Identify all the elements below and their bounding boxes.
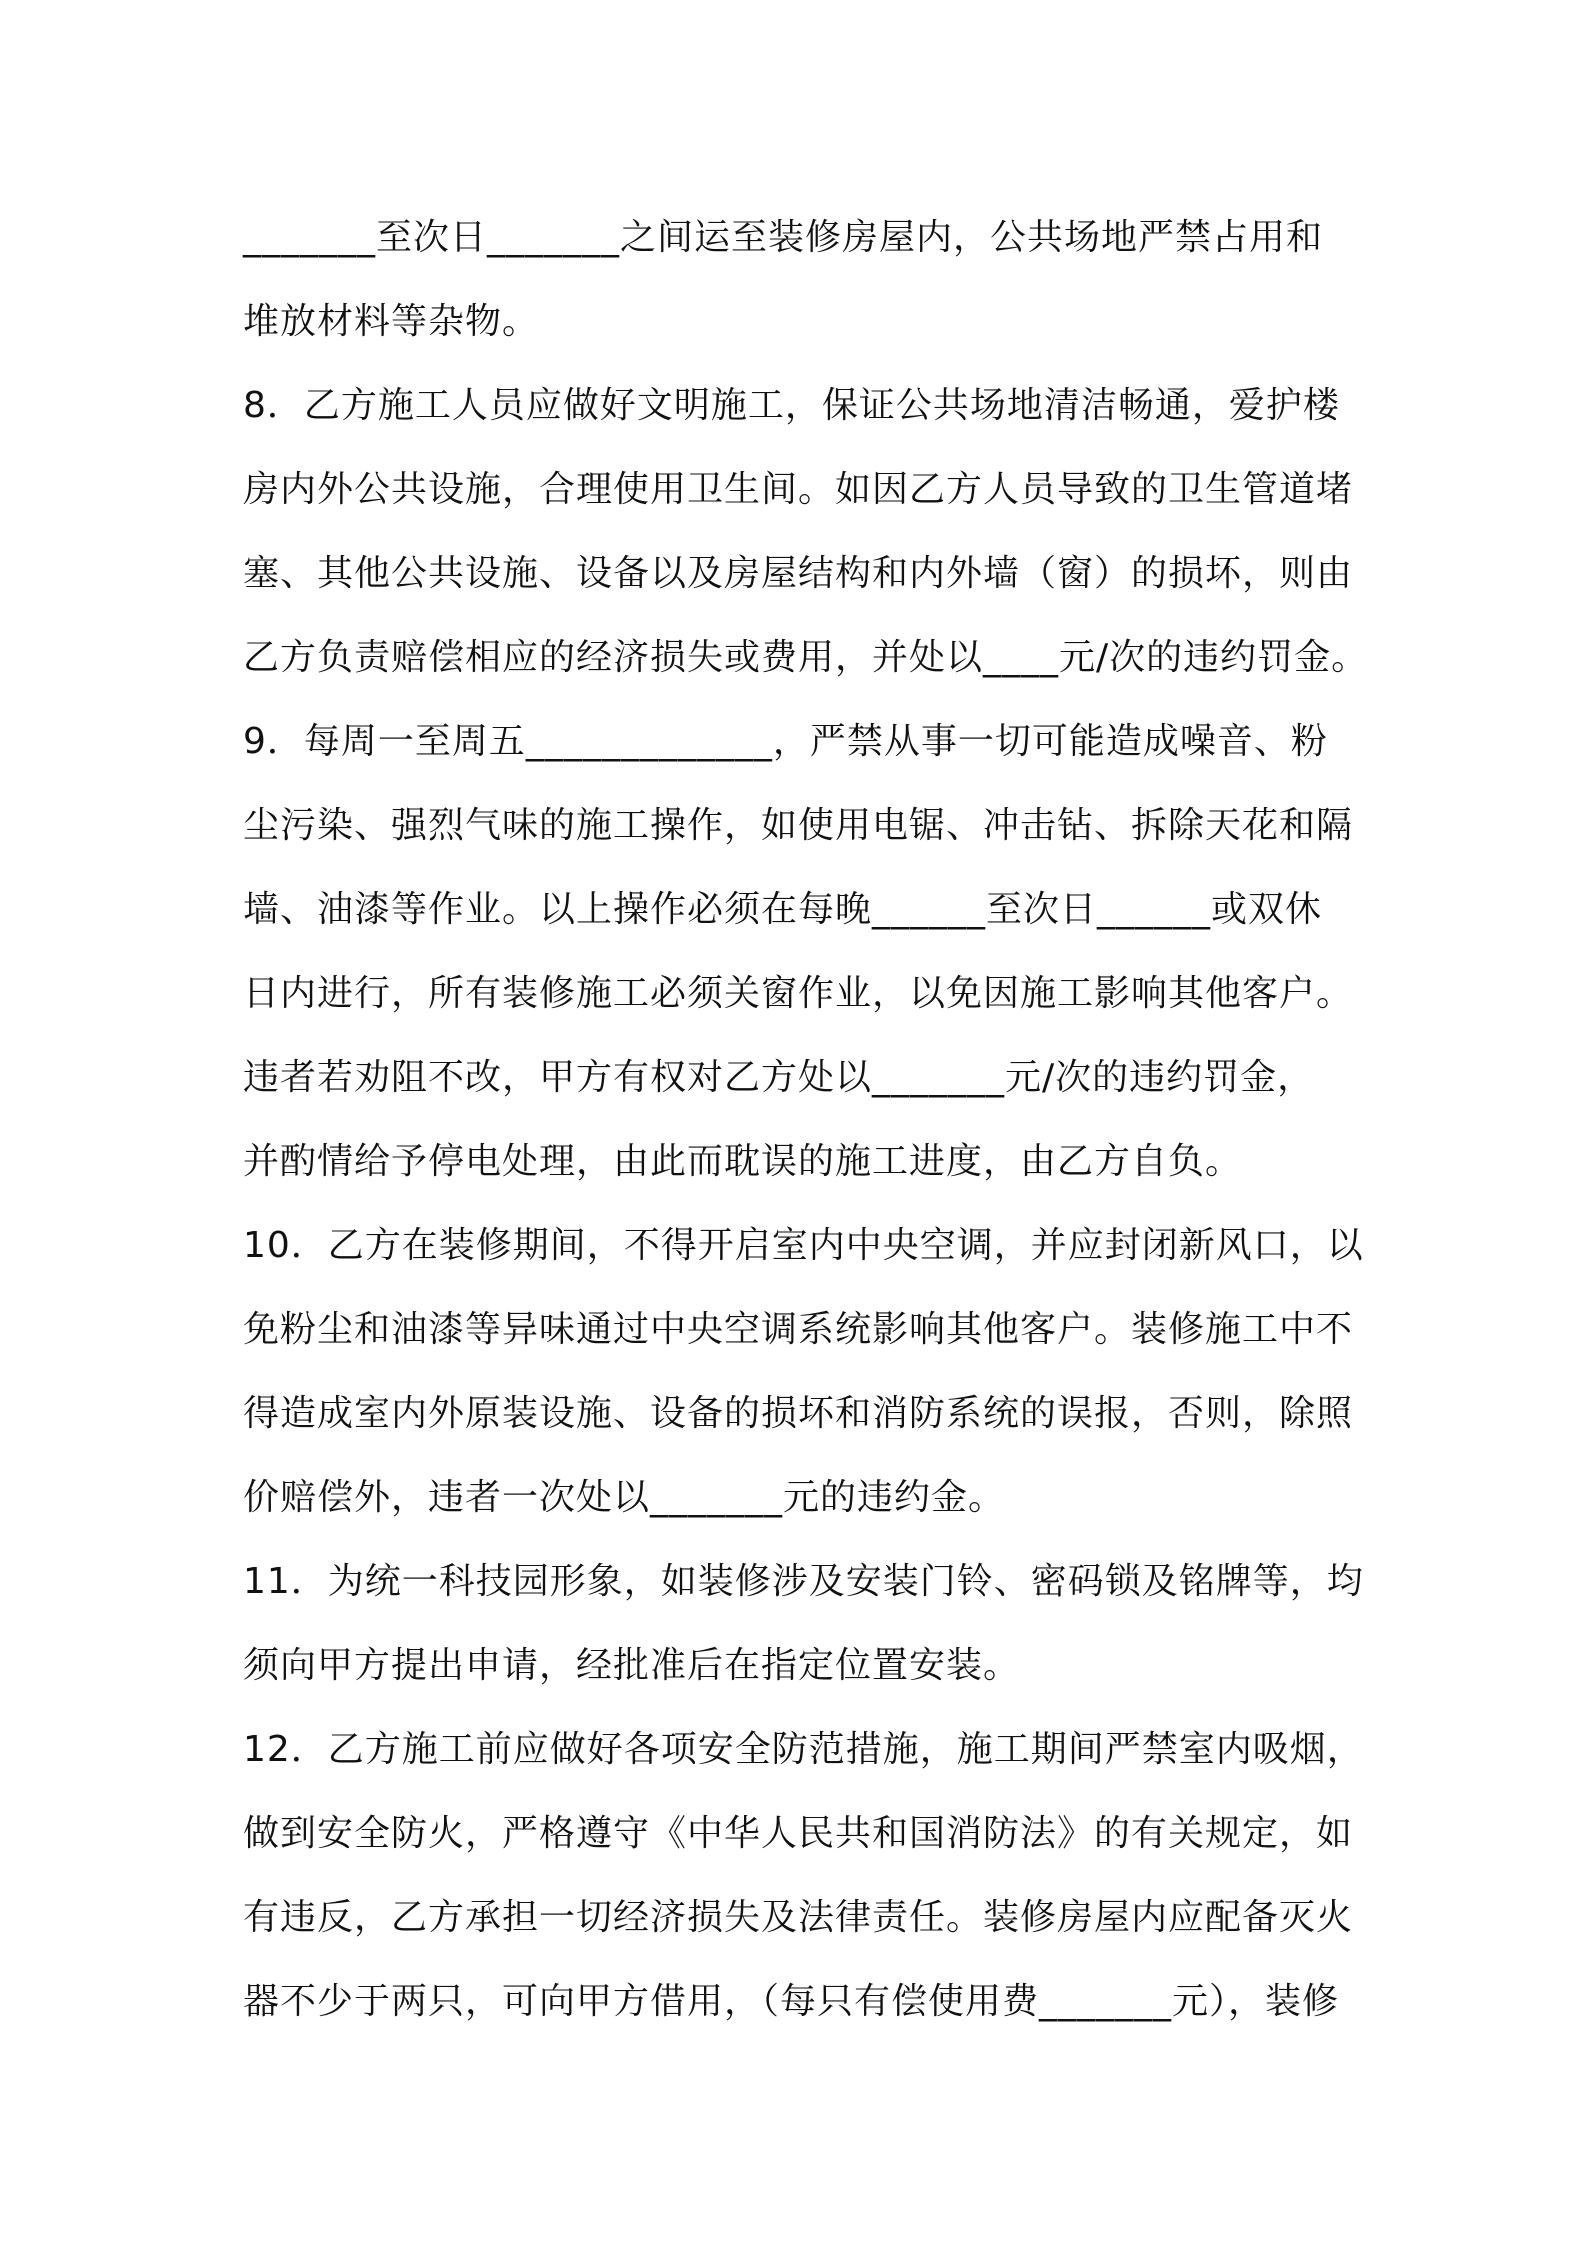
- text-line: 房内外公共设施，合理使用卫生间。如因乙方人员导致的卫生管道堵: [243, 469, 1354, 510]
- text-line: _______至次日_______之间运至装修房屋内，公共场地严禁占用和: [243, 217, 1324, 258]
- text-line: 墙、油漆等作业。以上操作必须在每晚______至次日______或双休: [243, 889, 1323, 930]
- text-line: 塞、其他公共设施、设备以及房屋结构和内外墙（窗）的损坏，则由: [243, 553, 1354, 594]
- text-line: 须向甲方提出申请，经批准后在指定位置安装。: [243, 1645, 1021, 1686]
- text-line: 尘污染、强烈气味的施工操作，如使用电锯、冲击钻、拆除天花和隔: [243, 805, 1354, 846]
- text-line: 乙方负责赔偿相应的经济损失或费用，并处以____元/次的违约罚金。: [243, 637, 1369, 678]
- text-line: 并酌情给予停电处理，由此而耽误的施工进度，由乙方自负。: [243, 1141, 1243, 1182]
- clause-12-line: 12．乙方施工前应做好各项安全防范措施，施工期间严禁室内吸烟，: [243, 1729, 1364, 1770]
- clause-10-line: 10．乙方在装修期间，不得开启室内中央空调，并应封闭新风口，以: [243, 1225, 1364, 1266]
- text-line: 得造成室内外原装设施、设备的损坏和消防系统的误报，否则，除照: [243, 1393, 1354, 1434]
- clause-9-line: 9．每周一至周五_____________，严禁从事一切可能造成噪音、粉: [243, 721, 1328, 762]
- text-line: 做到安全防火，严格遵守《中华人民共和国消防法》的有关规定，如: [243, 1813, 1354, 1854]
- clause-11-line: 11．为统一科技园形象，如装修涉及安装门铃、密码锁及铭牌等，均: [243, 1561, 1364, 1602]
- text-line: 有违反，乙方承担一切经济损失及法律责任。装修房屋内应配备灭火: [243, 1897, 1354, 1938]
- text-line: 器不少于两只，可向甲方借用，（每只有偿使用费_______元），装修: [243, 1981, 1340, 2022]
- text-line: 价赔偿外，违者一次处以_______元的违约金。: [243, 1477, 1006, 1518]
- clause-8-line: 8．乙方施工人员应做好文明施工，保证公共场地清洁畅通，爱护楼: [243, 385, 1340, 426]
- text-line: 违者若劝阻不改，甲方有权对乙方处以_______元/次的违约罚金，: [243, 1057, 1315, 1098]
- text-line: 日内进行，所有装修施工必须关窗作业，以免因施工影响其他客户。: [243, 973, 1354, 1014]
- contract-text: [243, 196, 1373, 2044]
- text-line: 免粉尘和油漆等异味通过中央空调系统影响其他客户。装修施工中不: [243, 1309, 1354, 1350]
- text-line: 堆放材料等杂物。: [243, 301, 540, 342]
